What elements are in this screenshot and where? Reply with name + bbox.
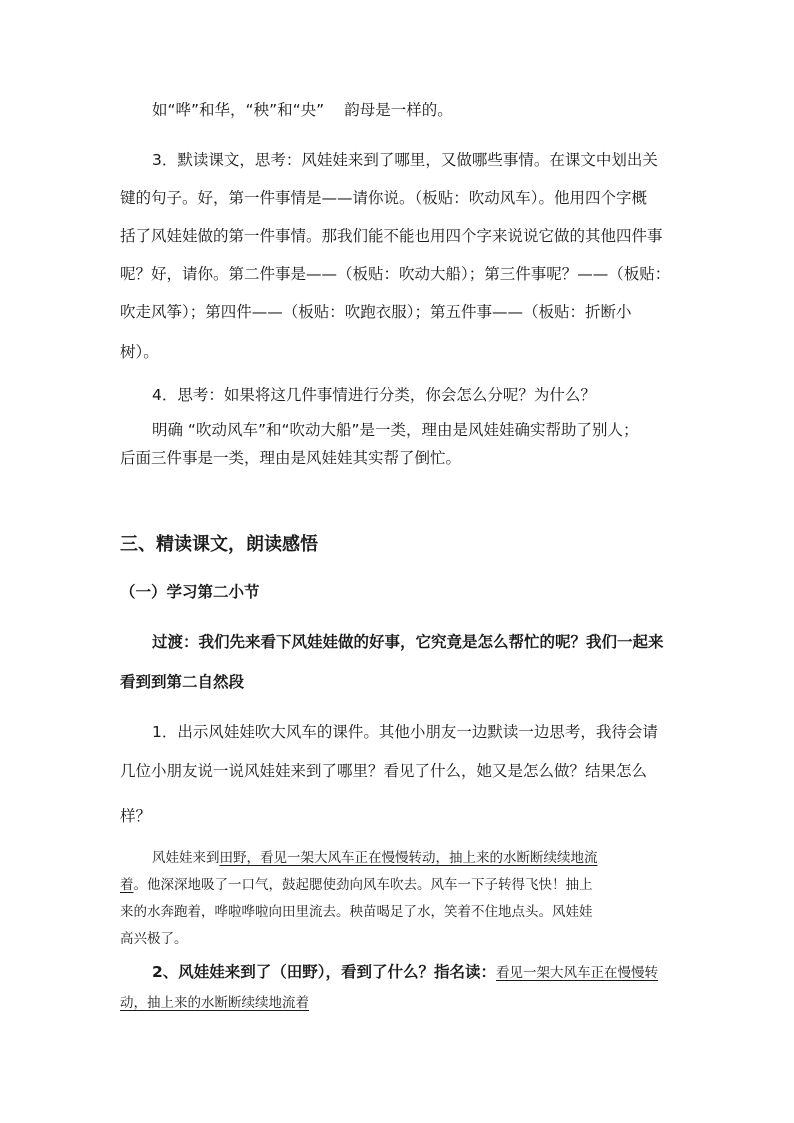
transition-line-1: 过渡：我们先来看下风娃娃做的好事，它究竟是怎么帮忙的呢？我们一起来 xyxy=(152,633,664,651)
paragraph-3-line-5: 吹走风筝）；第四件——（板贴：吹跑衣服）；第五件事——（板贴：折断小 xyxy=(120,303,632,321)
paragraph-rhyme-example: 如“哗”和华，“秧”和“央” 韵母是一样的。 xyxy=(152,101,453,119)
paragraph-4-line-1: 4．思考：如果将这几件事情进行分类，你会怎么分呢？为什么？ xyxy=(152,386,596,404)
quote-line-2: 着。他深深地吸了一口气，鼓起腮使劲向风车吹去。风车一下子转得飞快！抽上 xyxy=(120,877,593,893)
transition-line-2: 看到到第二自然段 xyxy=(120,673,245,691)
paragraph-3-line-6: 树）。 xyxy=(120,343,159,361)
paragraph-3-line-3: 括了风娃娃做的第一件事情。那我们能不能也用四个字来说说它做的其他四件事 xyxy=(120,227,663,245)
paragraph-3-line-1: 3．默读课文，思考：风娃娃来到了哪里，又做哪些事情。在课文中划出关 xyxy=(152,151,658,169)
item-1-line-2: 几位小朋友说一说风娃娃来到了哪里？看见了什么，她又是怎么做？结果怎么 xyxy=(120,762,648,780)
quote-line-4: 高兴极了。 xyxy=(120,931,188,947)
quote-line-1: 风娃娃来到田野，看见一架大风车正在慢慢转动，抽上来的水断断续续地流 xyxy=(152,850,598,866)
section-title: 三、精读课文，朗读感悟 xyxy=(120,534,318,555)
item-2-line-1: 2、风娃娃来到了（田野），看到了什么？指名读：看见一架大风车正在慢慢转 xyxy=(152,963,659,981)
item-1-line-3: 样？ xyxy=(120,807,152,825)
quote-line-3: 来的水奔跑着，哗啦哗啦向田里流去。秧苗喝足了水，笑着不住地点头。风娃娃 xyxy=(120,904,593,920)
item-1-line-1: 1．出示风娃娃吹大风车的课件。其他小朋友一边默读一边思考，我待会请 xyxy=(152,723,658,741)
paragraph-3-line-4: 呢？好，请你。第二件事是——（板贴：吹动大船）；第三件事呢？——（板贴： xyxy=(120,265,671,283)
paragraph-4-line-3: 后面三件事是一类，理由是风娃娃其实帮了倒忙。 xyxy=(120,449,462,467)
paragraph-3-line-2: 键的句子。好，第一件事情是——请你说。（板贴：吹动风车）。他用四个字概 xyxy=(120,189,648,207)
subsection-title: （一）学习第二小节 xyxy=(120,583,260,601)
paragraph-4-line-2: 明确 “吹动风车”和“吹动大船”是一类，理由是风娃娃确实帮助了别人； xyxy=(152,421,639,439)
item-2-line-2: 动，抽上来的水断断续续地流着 xyxy=(120,995,309,1011)
